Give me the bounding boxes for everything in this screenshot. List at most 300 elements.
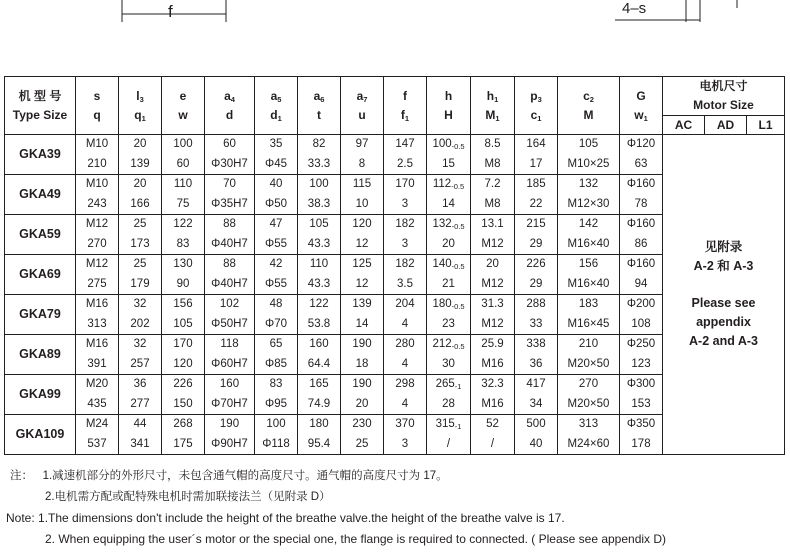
dimension-cell [255,255,298,295]
dimension-value: Φ60H7 [211,357,248,370]
dimension-cell [341,255,384,295]
dimension-value: M20×50 [567,397,610,410]
dimension-value: Φ40H7 [211,277,248,290]
dimension-value: 105 [309,218,329,230]
dimension-value: Φ160 [626,178,656,190]
type-size-cell: GKA39 [5,135,76,175]
motor-note-en-2: appendix [696,315,751,329]
dimension-value: 3 [401,437,409,450]
dimension-cell [341,215,384,255]
dimension-cell [255,215,298,255]
dimension-value: 270 [578,378,599,390]
dimension-cell [341,295,384,335]
type-size-cell: GKA99 [5,375,76,415]
header-col: $a_6$ t [298,77,341,135]
dimension-cell [162,415,205,455]
dimension-cell [298,175,341,215]
dimension-cell [558,375,620,415]
dimension-cell [298,215,341,255]
dimension-value: 43.3 [307,237,331,250]
header-col: e w [162,77,205,135]
dimension-cell [427,335,471,375]
dimension-value: 120 [352,218,372,230]
dimension-value: 25.9 [481,338,504,350]
dimension-cell [620,415,663,455]
dimension-value: M16 [481,357,504,370]
dimension-cell [255,335,298,375]
dimension-value: 32 [133,298,147,310]
dimension-value: 170 [173,338,193,350]
dimension-value: Φ160 [626,258,656,270]
dimension-cell [119,375,162,415]
dimension-cell [162,295,205,335]
dimension-cell [384,335,427,375]
dimension-cell [620,215,663,255]
dimension-cell [558,215,620,255]
dimension-cell [471,175,515,215]
dimension-value: 160 [219,378,240,390]
dimension-value: 150 [173,397,193,410]
note-en-2: 2. When equipping the user´s motor or the special one, the flange is required to connected. ( Please see appendix D) [45,532,667,546]
dimension-cell [558,295,620,335]
dimension-cell [620,255,663,295]
dimension-value: M12 [481,317,504,330]
dimension-value: Φ30H7 [211,157,248,170]
dimension-value: 60 [176,157,190,170]
dimension-value: M10 [85,178,109,190]
dimension-cell [255,135,298,175]
dimension-value: 202 [130,317,150,330]
type-size-cell: GKA79 [5,295,76,335]
dimension-value: 156 [173,298,193,310]
dimension-cell [298,375,341,415]
drawing-fragment [0,0,790,70]
dimension-value: 298 [395,378,415,390]
dimension-cell [162,135,205,175]
dimension-value: 226 [173,378,193,390]
dimension-value: 47 [269,218,283,230]
dimension-cell [515,255,558,295]
dimension-cell [119,295,162,335]
dimension-value: 3.5 [397,277,413,290]
dimension-value: 100 [266,418,286,430]
dimension-cell [119,415,162,455]
dimension-value: M16×45 [567,317,610,330]
dimension-cell [76,295,119,335]
dimension-value: Φ200 [626,298,656,310]
dimension-value: 25 [133,258,147,270]
dimension-cell [515,375,558,415]
dimension-cell [427,295,471,335]
dimension-value: 288 [526,298,546,310]
note-cn-2: 2.电机需方配或配特殊电机时需加联接法兰（见附录 D） [45,491,331,503]
dimension-value: 20 [355,397,369,410]
dimension-cell [205,215,255,255]
dimension-value: M8 [484,157,501,170]
dimension-value: 120 [173,357,193,370]
dimension-cell [427,255,471,295]
dimension-value: 139 [352,298,372,310]
dimension-cell [205,255,255,295]
dimension-cell [427,215,471,255]
dimension-value: 20 [133,178,147,190]
dimension-value: 33.3 [307,157,331,170]
dimension-value: M10 [85,138,109,150]
dimension-value: 110 [309,258,329,270]
dimension-cell [558,135,620,175]
dimension-value: 14 [355,317,369,330]
dimension-value: 36 [529,357,543,370]
dimension-value: 70 [223,178,236,190]
dimension-value: 280 [395,338,415,350]
dimension-cell [119,175,162,215]
dimension-value: 147 [395,138,415,150]
type-size-cell: GKA69 [5,255,76,295]
dimension-value: $132_{-0.5}$ [432,218,465,231]
dimension-cell [76,215,119,255]
dimension-value: 500 [526,418,546,430]
dimension-cell [471,415,515,455]
header-col: h H [427,77,471,135]
dimension-value: 435 [87,397,107,410]
dimension-cell [205,335,255,375]
dimension-cell [341,415,384,455]
dimension-cell [384,255,427,295]
dimension-value: 4 [401,357,409,370]
dimension-value: 18 [355,357,369,370]
dimension-value: 83 [269,378,283,390]
dimension-value: 130 [173,258,193,270]
dimension-value: 32.3 [481,378,504,390]
motor-note-en-1: Please see [691,296,756,310]
dimension-value: 122 [309,298,329,310]
dimension-value: Φ120 [626,138,656,150]
dimension-cell [341,175,384,215]
dimension-value: 8 [358,157,366,170]
dimension-value: 125 [352,258,372,270]
dimension-value: 142 [578,218,599,230]
header-motor-size: 电机尺寸 Motor Size [663,77,785,116]
dimension-value: 165 [309,378,329,390]
dimension-value: 417 [526,378,546,390]
dimension-cell [119,215,162,255]
dimension-value: 190 [352,378,372,390]
header-row [5,77,785,116]
dimension-value: 25 [133,218,147,230]
dimension-value: 123 [631,357,651,370]
motor-note-cn-2: A-2 和 A-3 [693,259,754,273]
dimension-lines [0,0,790,70]
dimension-value: M16 [85,298,109,310]
dimension-value: 31.3 [481,298,504,310]
dimension-cell [384,215,427,255]
dimension-value: 105 [578,138,599,150]
dimension-cell [255,415,298,455]
header-type-size: 机 型 号 Type Size [5,77,76,135]
dimension-value: 53.8 [307,317,331,330]
dimension-cell [76,255,119,295]
dimension-value: M20 [85,378,109,390]
dimension-cell [119,255,162,295]
dimension-cell [76,135,119,175]
dimension-value: 20 [133,138,147,150]
dimension-value: Φ50 [265,197,287,210]
dimension-cell [76,175,119,215]
dimension-cell [384,135,427,175]
dimension-value: 338 [526,338,546,350]
dimension-value: 153 [631,397,651,410]
dimension-value: 537 [87,437,107,450]
dimension-value: 370 [395,418,415,430]
dimension-value: Φ300 [626,378,656,390]
dimension-value: 63 [634,157,648,170]
dimension-cell [558,175,620,215]
dimension-value: 52 [486,418,499,430]
dimension-value: 100 [309,178,329,190]
dimension-value: Φ95 [265,397,287,410]
dimension-cell [76,375,119,415]
dimension-value: 175 [173,437,193,450]
dimension-value: 122 [173,218,193,230]
dimension-value: / [490,437,495,450]
dimension-cell [205,175,255,215]
header-col: $l_3$ $q_1$ [119,77,162,135]
dimension-value: 182 [395,218,415,230]
motor-size-note [663,135,785,455]
dimension-value: 164 [526,138,546,150]
dimension-value: 82 [312,138,326,150]
dimension-cell [205,295,255,335]
dimension-value: M24×60 [567,437,610,450]
dimension-value: 88 [223,218,236,230]
dimension-value: 83 [176,237,190,250]
dimension-value: 86 [634,237,648,250]
header-col: $a_7$ u [341,77,384,135]
dimension-cell [341,135,384,175]
dimension-value: 243 [87,197,107,210]
dimension-value: 183 [578,298,599,310]
dimension-cell [119,135,162,175]
dimension-value: 13.1 [481,218,504,230]
dimension-value: 29 [529,277,543,290]
dimension-value: Φ85 [265,357,287,370]
dimension-value: 44 [133,418,147,430]
dimension-value: $100_{-0.5}$ [432,138,465,151]
dimension-cell [471,255,515,295]
dimension-value: Φ118 [262,437,290,450]
dimension-cell [76,415,119,455]
header-col: $a_5$ $d_1$ [255,77,298,135]
dimension-value: 20 [486,258,499,270]
dimension-cell [620,335,663,375]
dimension-cell [162,255,205,295]
dimension-value: / [446,437,451,450]
dimension-value: 21 [442,277,455,290]
motor-note-cn-1: 见附录 [704,240,743,254]
dimension-value: 48 [269,298,283,310]
dimension-cell [384,175,427,215]
dimension-value: M16 [481,397,504,410]
dimension-cell [558,335,620,375]
dimension-value: Φ40H7 [211,237,248,250]
dimension-value: 160 [309,338,329,350]
dimension-value: 64.4 [307,357,331,370]
header-col: $p_3$ $c_1$ [515,77,558,135]
dimension-value: 277 [130,397,150,410]
dimension-value: $212_{-0.5}$ [432,338,465,351]
dimension-value: M16 [85,338,109,350]
dimension-cell [298,335,341,375]
dimension-value: M12 [85,218,109,230]
dimension-value: Φ350 [626,418,656,430]
dimension-cell [427,175,471,215]
header-col: G $w_1$ [620,77,663,135]
dimension-value: 180 [309,418,329,430]
dimension-cell [255,175,298,215]
dimension-cell [427,415,471,455]
dimension-cell [205,415,255,455]
dimension-value: 95.4 [307,437,331,450]
dimension-cell [515,295,558,335]
dimension-value: 30 [442,357,455,370]
type-size-cell: GKA59 [5,215,76,255]
header-col: $a_4$ d [205,77,255,135]
dimension-value: 36 [133,378,147,390]
header-col: $h_1$ $M_1$ [471,77,515,135]
dimension-value: 132 [578,178,599,190]
dimension-value: 210 [578,338,599,350]
dimension-cell [298,255,341,295]
dimension-value: M12 [85,258,109,270]
dimension-value: 341 [130,437,150,450]
header-col: f $f_1$ [384,77,427,135]
dimension-cell [620,135,663,175]
dimension-value: Φ50H7 [211,317,248,330]
dimension-value: Φ250 [626,338,656,350]
dimension-value: 190 [352,338,372,350]
dimension-value: Φ45 [265,157,287,170]
dimension-cell [162,175,205,215]
dimension-value: M24 [85,418,109,430]
dimension-value: 3 [401,237,409,250]
type-size-cell: GKA89 [5,335,76,375]
dimension-cell [471,375,515,415]
dimension-value: M12 [481,277,504,290]
dimension-value: M8 [484,197,501,210]
dimension-value: Φ70H7 [211,397,248,410]
dimension-value: 108 [631,317,651,330]
header-col: s q [76,77,119,135]
dimension-value: 4 [401,397,409,410]
dimension-value: 391 [87,357,107,370]
dimension-value: 78 [634,197,648,210]
dimension-cell [558,415,620,455]
dimension-cell [162,335,205,375]
dimension-value: Φ35H7 [211,197,248,210]
dimension-value: 65 [269,338,283,350]
dimension-value: 43.3 [307,277,331,290]
dimension-value: 88 [223,258,236,270]
header-motor-ad: AD [705,116,747,135]
dimension-cell [255,375,298,415]
dimension-value: 28 [442,397,455,410]
dimension-value: M20×50 [567,357,610,370]
dimension-value: 185 [526,178,546,190]
dimension-value: 29 [529,237,543,250]
dimension-value: 204 [395,298,415,310]
dimension-value: 20 [442,237,455,250]
dimension-value: 313 [578,418,599,430]
dimension-value: 139 [130,157,150,170]
dimension-cell [620,175,663,215]
dimension-value: 75 [176,197,190,210]
note-cn-1: 注： 1.减速机部分的外形尺寸，未包含通气帽的高度尺寸。通气帽的高度尺寸为 17。 [10,470,448,482]
dimension-value: 182 [395,258,415,270]
dimension-value: 118 [220,338,239,350]
dimension-value: 8.5 [484,138,501,150]
type-size-cell: GKA49 [5,175,76,215]
dimension-value: 17 [529,157,543,170]
dimension-cell [471,295,515,335]
dimension-value: 226 [526,258,546,270]
dimension-cell [471,215,515,255]
notes [6,466,667,550]
dimension-value: 3 [401,197,409,210]
dimension-value: M16×40 [567,277,610,290]
dimension-value: 25 [355,437,369,450]
dimension-value: $112_{-0.5}$ [432,178,465,191]
dimension-value: 94 [634,277,648,290]
dimension-cell [119,335,162,375]
dimension-cell [384,375,427,415]
dimension-value: M12×30 [567,197,610,210]
dimension-cell [341,375,384,415]
dimension-cell [255,295,298,335]
dimension-cell [162,215,205,255]
dimension-value: Φ70 [265,317,287,330]
dimension-cell [427,135,471,175]
dimension-value: 7.2 [484,178,501,190]
dimension-value: 102 [219,298,240,310]
table-row [5,135,785,175]
motor-note-en-3: A-2 and A-3 [689,334,759,348]
note-en-1: Note: 1.The dimensions don't include the height of the breathe valve.the height of the breathe valve is 17. [6,511,565,525]
dimension-cell [620,295,663,335]
dimension-cell [76,335,119,375]
dimension-value: 210 [87,157,107,170]
dimension-value: 156 [578,258,599,270]
dimension-value: 12 [355,277,369,290]
dimension-value: 42 [269,258,283,270]
dimension-value: $180_{-0.5}$ [432,298,465,311]
dimension-value: M12 [481,237,504,250]
dimension-table [4,76,785,455]
dimension-value: 12 [355,237,369,250]
dimension-label-f: f [168,2,173,21]
dimension-value: 14 [442,197,455,210]
header-col: $c_2$ M [558,77,620,135]
dimension-value: 40 [269,178,283,190]
dimension-value: 40 [529,437,543,450]
dimension-cell [471,335,515,375]
dimension-value: 23 [442,317,455,330]
dimension-cell [384,415,427,455]
dimension-value: 10 [355,197,369,210]
dimension-label-s: 4–s [622,0,647,17]
dimension-value: 230 [352,418,372,430]
dimension-cell [515,415,558,455]
dimension-value: 2.5 [397,157,413,170]
